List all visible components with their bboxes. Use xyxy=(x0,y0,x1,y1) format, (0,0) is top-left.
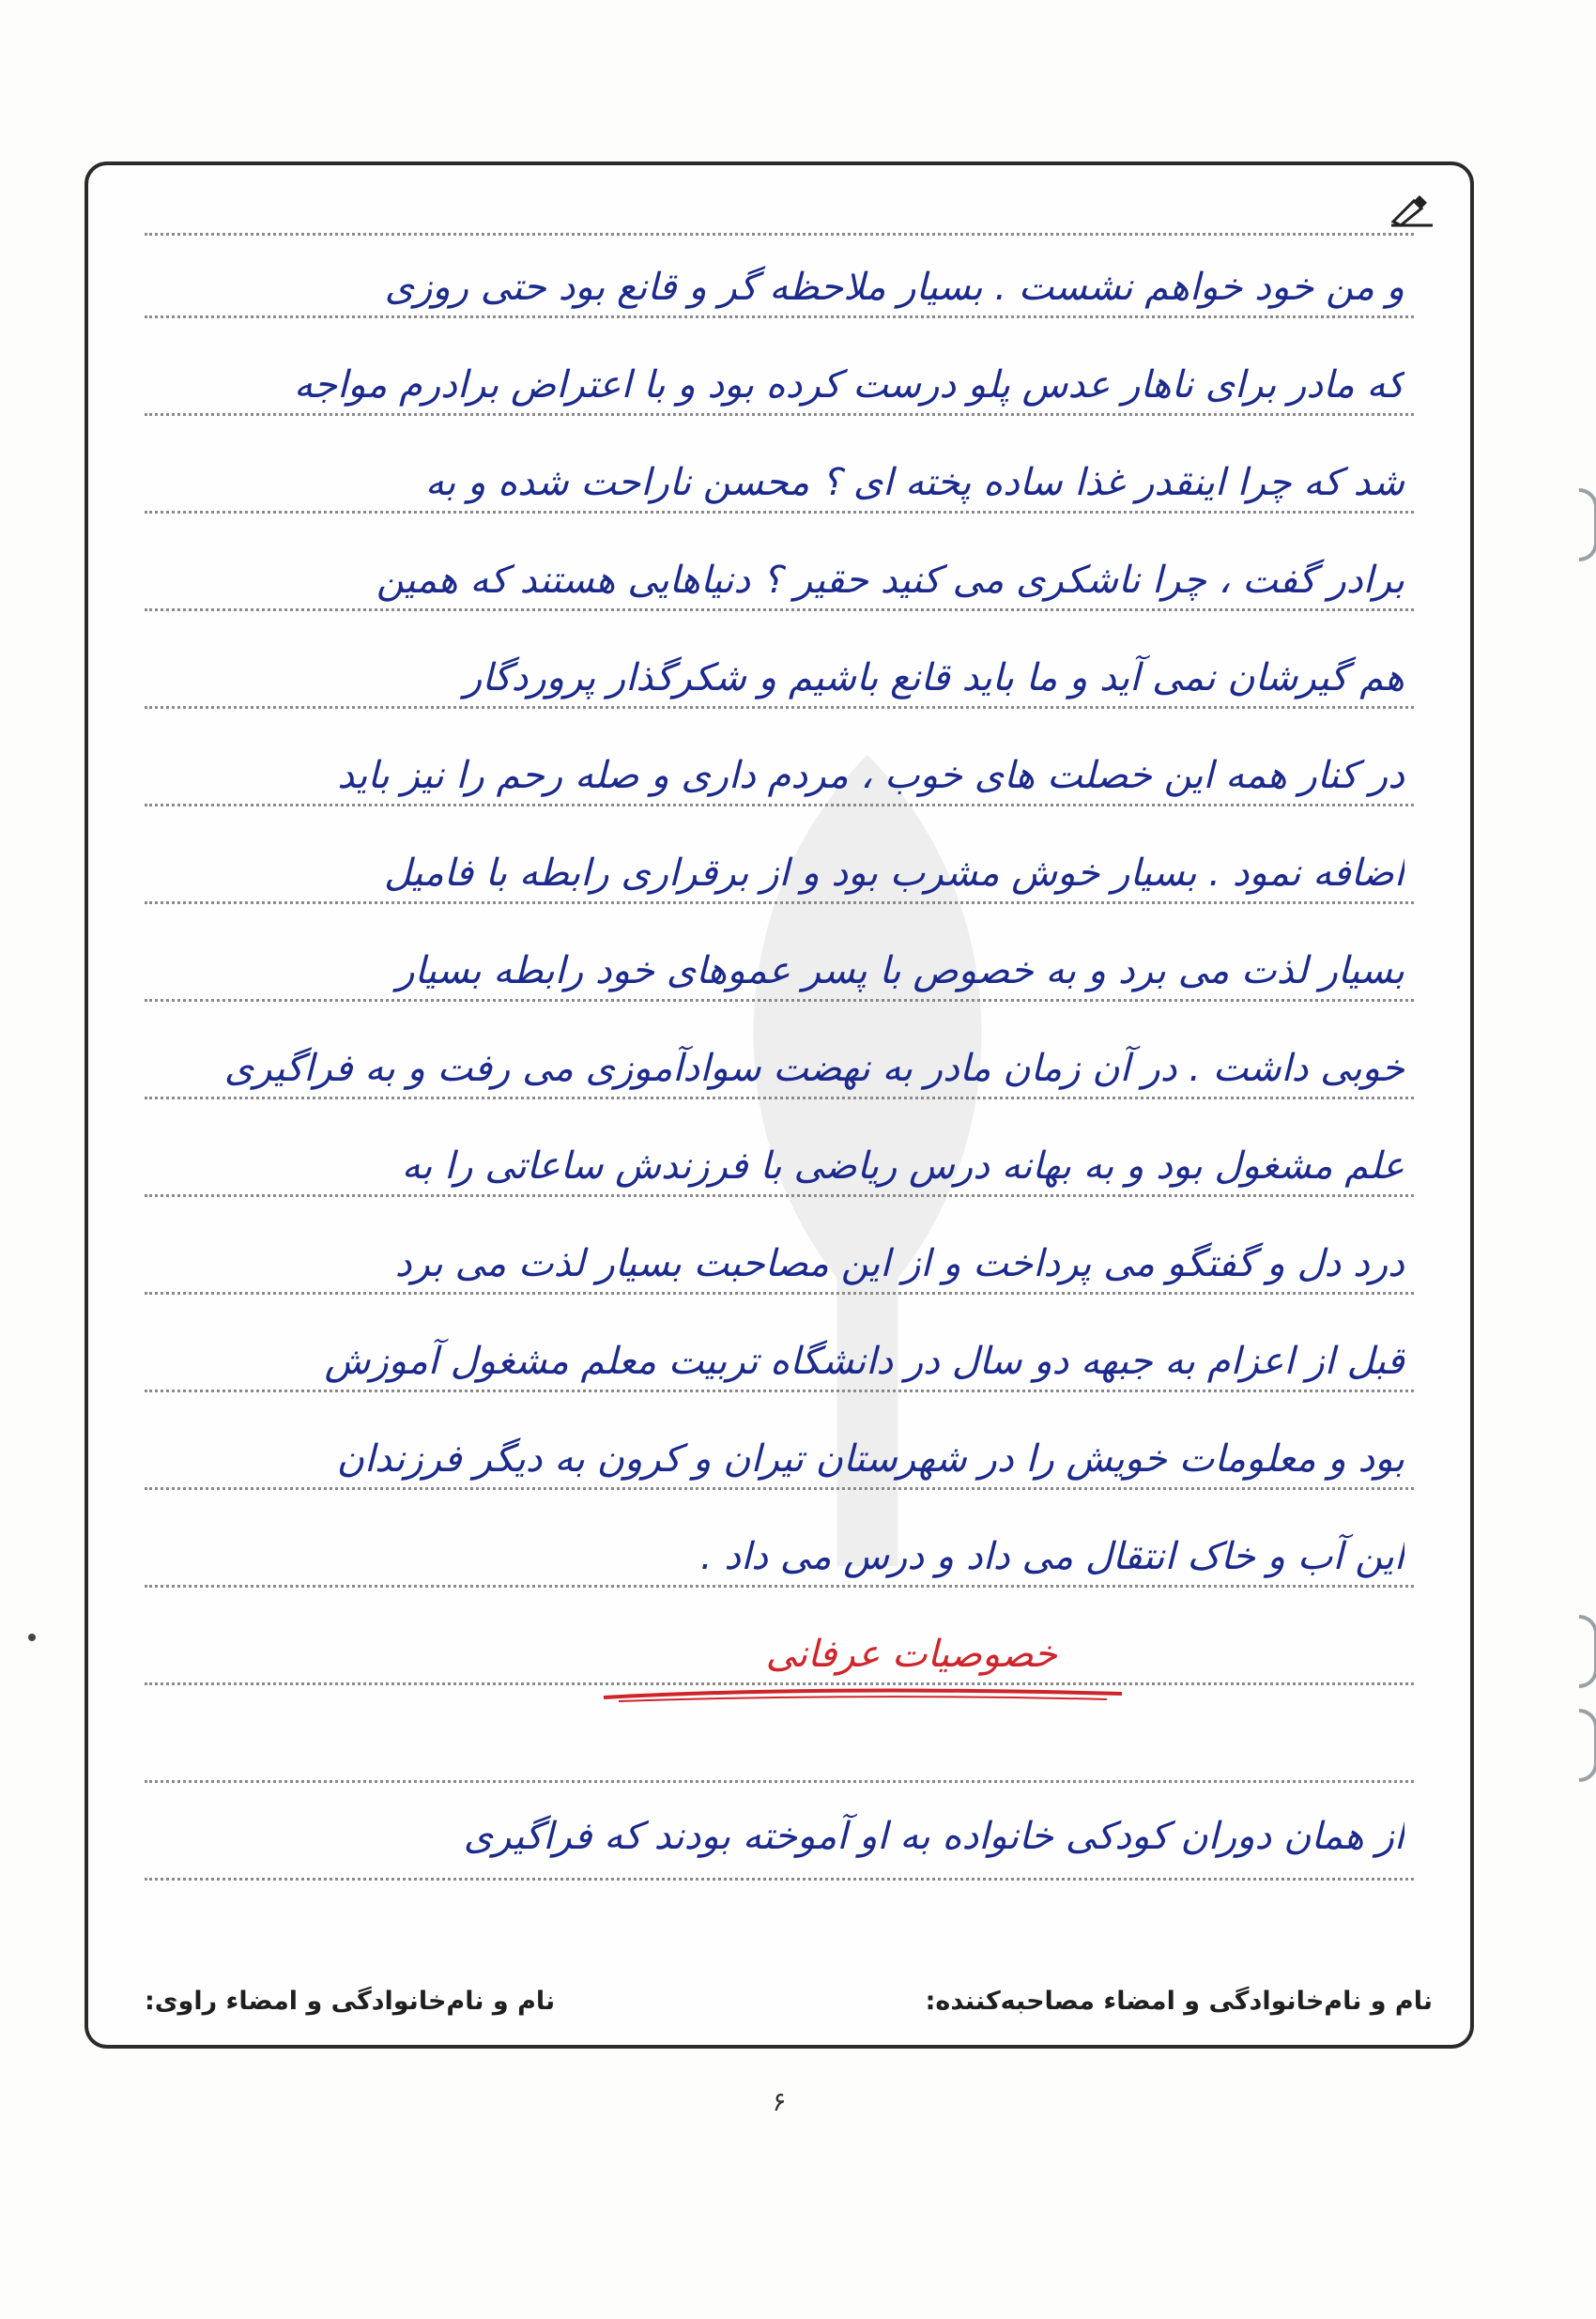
pen-icon xyxy=(1389,193,1436,227)
handwritten-line: شد که چرا اینقدر غذا ساده پخته ای ؟ محسن ناراحت شده و به xyxy=(424,461,1404,504)
interviewer-signature-label: نام و نام‌خانوادگی و امضاء مصاحبه‌کننده: xyxy=(925,1986,1433,2016)
handwritten-line: که مادر برای ناهار عدس پلو درست کرده بود و با اعتراض برادرم مواجه xyxy=(293,363,1404,407)
ruled-line xyxy=(145,1878,1414,1881)
handwritten-line: و من خود خواهم نشست . بسیار ملاحظه گر و قانع بود حتی روزی xyxy=(384,266,1404,309)
handwritten-line: قبل از اعزام به جبهه دو سال در دانشگاه تربیت معلم مشغول آموزش xyxy=(324,1340,1404,1383)
handwritten-line: اضافه نمود . بسیار خوش مشرب بود و از برقراری رابطه با فامیل xyxy=(383,852,1404,895)
handwritten-line: درد دل و گفتگو می پرداخت و از این مصاحبت بسیار لذت می برد xyxy=(394,1242,1404,1285)
page-number: ۶ xyxy=(772,2086,787,2117)
notebook-frame xyxy=(84,161,1474,2049)
ruled-line xyxy=(145,233,1414,236)
narrator-signature-label: نام و نام‌خانوادگی و امضاء راوی: xyxy=(145,1986,556,2016)
handwritten-line: علم مشغول بود و به بهانه درس ریاضی با فرزندش ساعاتی را به xyxy=(401,1144,1404,1188)
handwritten-line: بسیار لذت می برد و به خصوص با پسر عموهای خود رابطه بسیار xyxy=(396,949,1404,992)
handwritten-line: این آب و خاک انتقال می داد و درس می داد . xyxy=(699,1535,1404,1578)
handwritten-line: در کنار همه این خصلت های خوب ، مردم داری و صله رحم را نیز باید xyxy=(337,754,1404,797)
binder-ring-middle xyxy=(1579,1615,1596,1688)
handwritten-line: خوبی داشت . در آن زمان مادر به نهضت سوادآموزی می رفت و به فراگیری xyxy=(223,1047,1404,1090)
heading-underline xyxy=(600,1684,1126,1705)
ruled-line xyxy=(145,1780,1414,1783)
section-heading: خصوصیات عرفانی xyxy=(765,1633,1057,1676)
handwritten-line: از همان دوران کودکی خانواده به او آموخته بودند که فراگیری xyxy=(463,1815,1404,1858)
handwritten-line: هم گیرشان نمی آید و ما باید قانع باشیم و شکرگذار پروردگار xyxy=(464,656,1404,699)
binder-ring-bottom xyxy=(1579,1709,1596,1782)
scan-speck xyxy=(28,1634,36,1641)
handwritten-line: برادر گفت ، چرا ناشکری می کنید حقیر ؟ دنیاهایی هستند که همین xyxy=(376,559,1404,602)
signature-footer xyxy=(145,1977,1433,2024)
handwritten-line: بود و معلومات خویش را در شهرستان تیران و کرون به دیگر فرزندان xyxy=(336,1437,1404,1481)
binder-ring-top xyxy=(1579,488,1596,561)
